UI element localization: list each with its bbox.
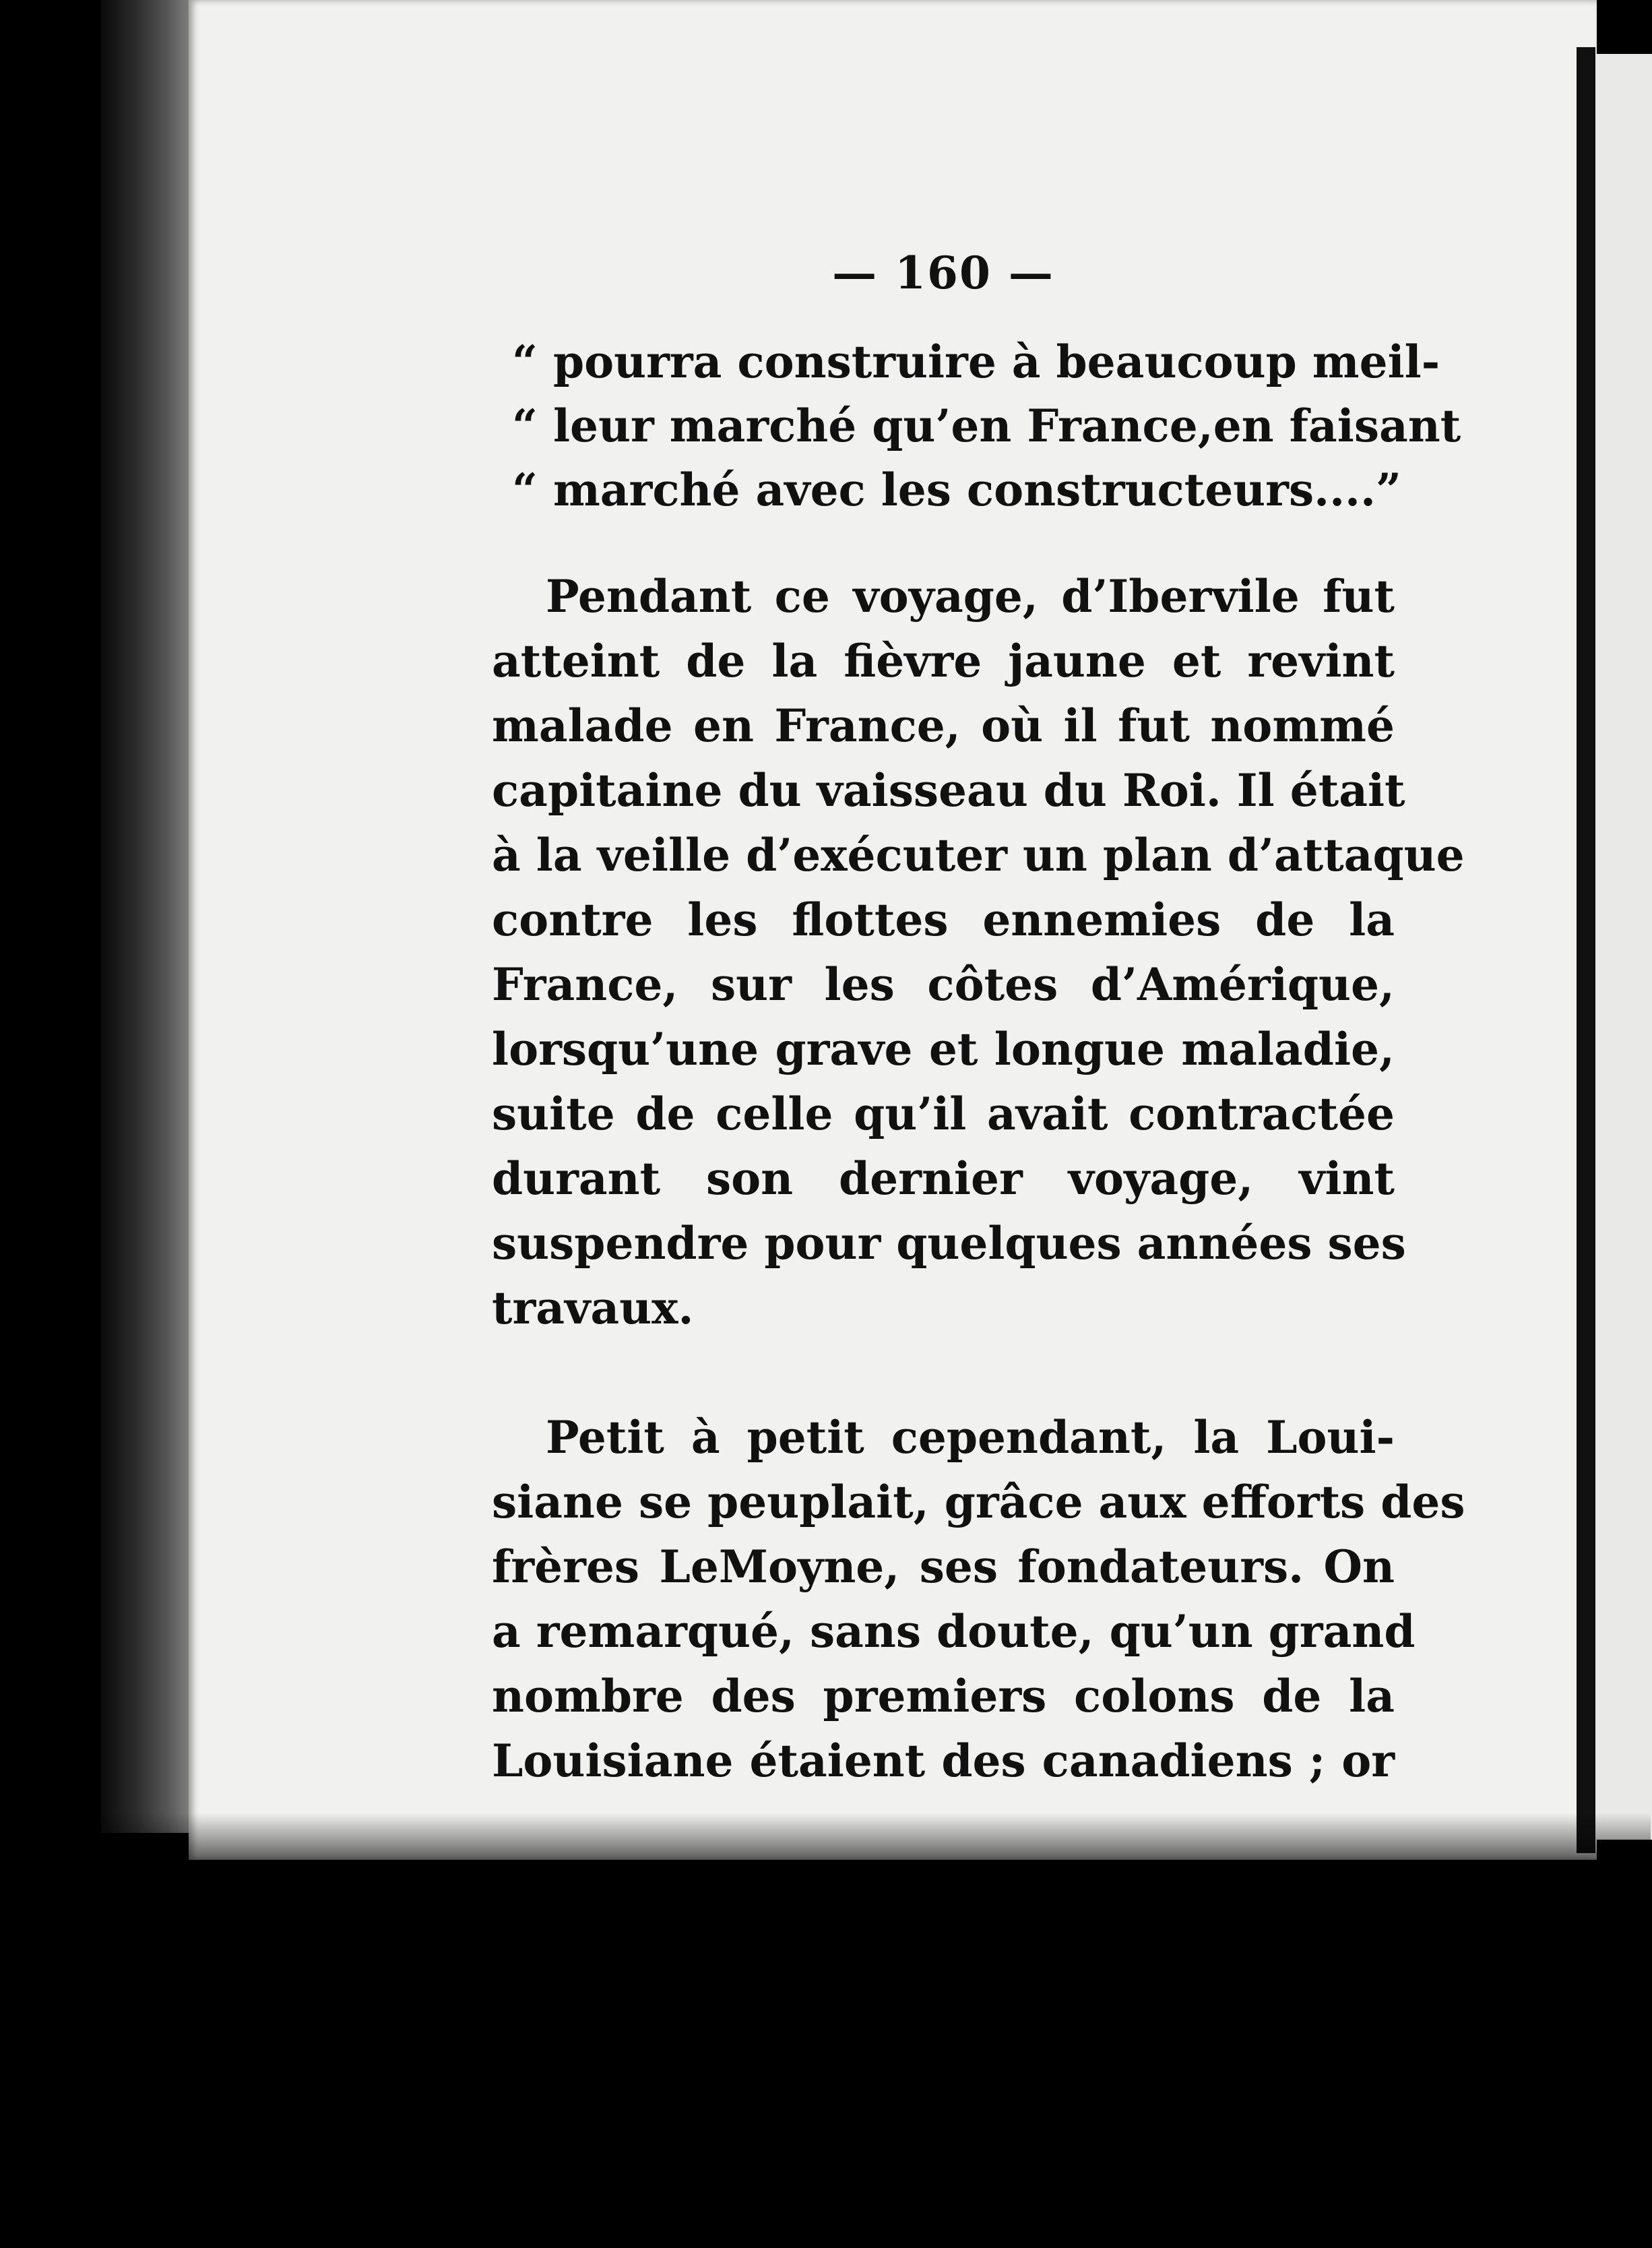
text-line: nombre des premiers colons de la <box>492 1670 1395 1722</box>
text-line: à la veille d’exécuter un plan d’attaque <box>492 829 1465 881</box>
quote-line: “ pourra construire à beaucoup meil- <box>512 336 1440 388</box>
page-text <box>492 243 1465 1793</box>
text-line: suite de celle qu’il avait contractée <box>492 1088 1395 1140</box>
text-line: travaux. <box>492 1282 694 1334</box>
text-line: atteint de la fièvre jaune et revint <box>492 635 1395 687</box>
page-number: — 160 — <box>832 247 1054 299</box>
book-spine-shadow <box>101 0 195 1833</box>
text-line: capitaine du vaisseau du Roi. Il était <box>492 764 1405 817</box>
text-line: siane se peuplait, grâce aux efforts des <box>492 1476 1465 1528</box>
text-line: France, sur les côtes d’Amérique, <box>492 958 1395 1011</box>
page-edge <box>1577 47 1595 1853</box>
quote-line: “ leur marché qu’en France,en faisant <box>512 400 1461 452</box>
text-line: malade en France, où il fut nommé <box>492 699 1395 752</box>
quoted-passage <box>492 330 1461 522</box>
text-line: Petit à petit cependant, la Loui- <box>546 1411 1395 1464</box>
paragraph-louisiane <box>492 1405 1465 1793</box>
text-line: suspendre pour quelques années ses <box>492 1217 1406 1270</box>
text-line: Pendant ce voyage, d’Ibervile fut <box>546 570 1395 623</box>
paragraph-iberville <box>492 564 1465 1340</box>
quote-line: “ marché avec les constructeurs....” <box>512 464 1401 516</box>
text-line: frères LeMoyne, ses fondateurs. On <box>492 1540 1395 1593</box>
adjacent-page-edge <box>1597 54 1652 1840</box>
text-line: a remarqué, sans doute, qu’un grand <box>492 1605 1416 1658</box>
text-line: Louisiane étaient des canadiens ; or <box>492 1735 1395 1787</box>
text-line: durant son dernier voyage, vint <box>492 1152 1395 1205</box>
bottom-shadow <box>101 1813 1651 1860</box>
text-line: contre les flottes ennemies de la <box>492 894 1395 946</box>
text-line: lorsqu’une grave et longue maladie, <box>492 1023 1395 1075</box>
